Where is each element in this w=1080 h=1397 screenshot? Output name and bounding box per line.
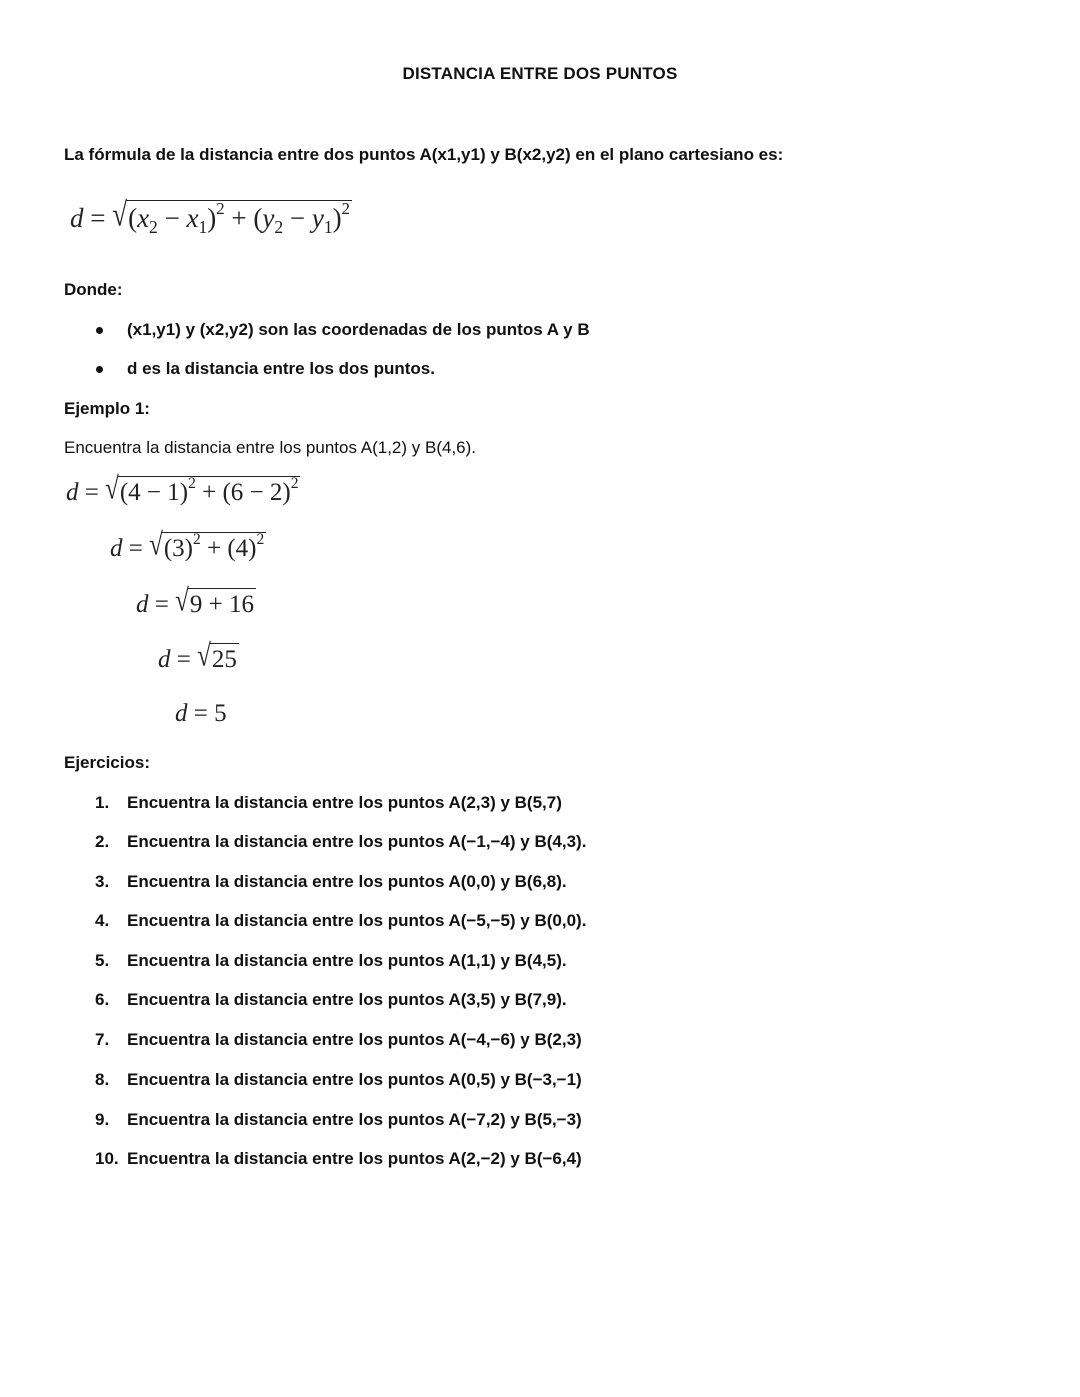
example-label: Ejemplo 1: — [64, 399, 150, 418]
example-step-3: d = √9 + 16 — [136, 584, 254, 618]
page-title: DISTANCIA ENTRE DOS PUNTOS — [402, 64, 678, 83]
bullet-item: d es la distancia entre los dos puntos. — [127, 359, 435, 378]
example-step-2: $d = √(3)^2 + (4)^2$ — [110, 528, 265, 562]
exercise-item — [95, 1070, 582, 1090]
exercises-label: Ejercicios: — [64, 753, 150, 772]
example-step-1: $d = √(4 - 1)^2 + (6 - 2)^2$ — [66, 472, 299, 506]
exercise-number: 2. — [95, 832, 110, 851]
exercise-text: Encuentra la distancia entre los puntos A(−4,−6) y B(2,3) — [127, 1030, 582, 1049]
exercise-text: Encuentra la distancia entre los puntos A(−1,−4) y B(4,3). — [127, 832, 587, 851]
exercise-number: 5. — [95, 951, 110, 970]
exercise-number: 7. — [95, 1030, 110, 1049]
exercise-number: 6. — [95, 990, 110, 1009]
exercise-item — [95, 793, 562, 813]
distance-formula: $d = √(x_2 - x_1)^2 + (y_2 - y_1)^2$ — [70, 195, 350, 238]
exercise-item — [95, 832, 586, 852]
exercise-number: 8. — [95, 1070, 110, 1089]
exercise-number: 9. — [95, 1110, 110, 1129]
exercise-text: Encuentra la distancia entre los puntos A(1,1) y B(4,5). — [127, 951, 567, 970]
exercise-item — [95, 1030, 582, 1050]
bullet-item: (x1,y1) y (x2,y2) son las coordenadas de los puntos A y B — [127, 320, 590, 339]
exercise-item — [95, 1110, 582, 1130]
bullet-dot — [96, 366, 103, 373]
bullet-dot — [96, 327, 103, 334]
example-result: d = 5 — [175, 700, 227, 727]
exercise-number: 10. — [95, 1149, 119, 1168]
exercise-item — [95, 1149, 582, 1169]
exercise-text: Encuentra la distancia entre los puntos A(0,0) y B(6,8). — [127, 872, 567, 891]
exercise-number: 1. — [95, 793, 110, 812]
intro-text: La fórmula de la distancia entre dos puntos A(x1,y1) y B(x2,y2) en el plano cartesiano es: — [64, 145, 784, 164]
exercise-number: 3. — [95, 872, 110, 891]
exercise-text: Encuentra la distancia entre los puntos A(2,−2) y B(−6,4) — [127, 1149, 582, 1168]
exercise-text: Encuentra la distancia entre los puntos A(−5,−5) y B(0,0). — [127, 911, 587, 930]
exercise-text: Encuentra la distancia entre los puntos A(0,5) y B(−3,−1) — [127, 1070, 582, 1089]
exercise-item — [95, 872, 567, 892]
donde-label: Donde: — [64, 280, 123, 299]
exercise-text: Encuentra la distancia entre los puntos A(−7,2) y B(5,−3) — [127, 1110, 582, 1129]
exercise-text: Encuentra la distancia entre los puntos A(2,3) y B(5,7) — [127, 793, 562, 812]
exercise-text: Encuentra la distancia entre los puntos A(3,5) y B(7,9). — [127, 990, 567, 1009]
exercise-number: 4. — [95, 911, 110, 930]
example-statement: Encuentra la distancia entre los puntos A(1,2) y B(4,6). — [64, 438, 477, 457]
exercise-item — [95, 990, 567, 1010]
exercise-item — [95, 911, 586, 931]
exercise-item — [95, 951, 567, 971]
example-step-4: d = √25 — [158, 639, 237, 673]
